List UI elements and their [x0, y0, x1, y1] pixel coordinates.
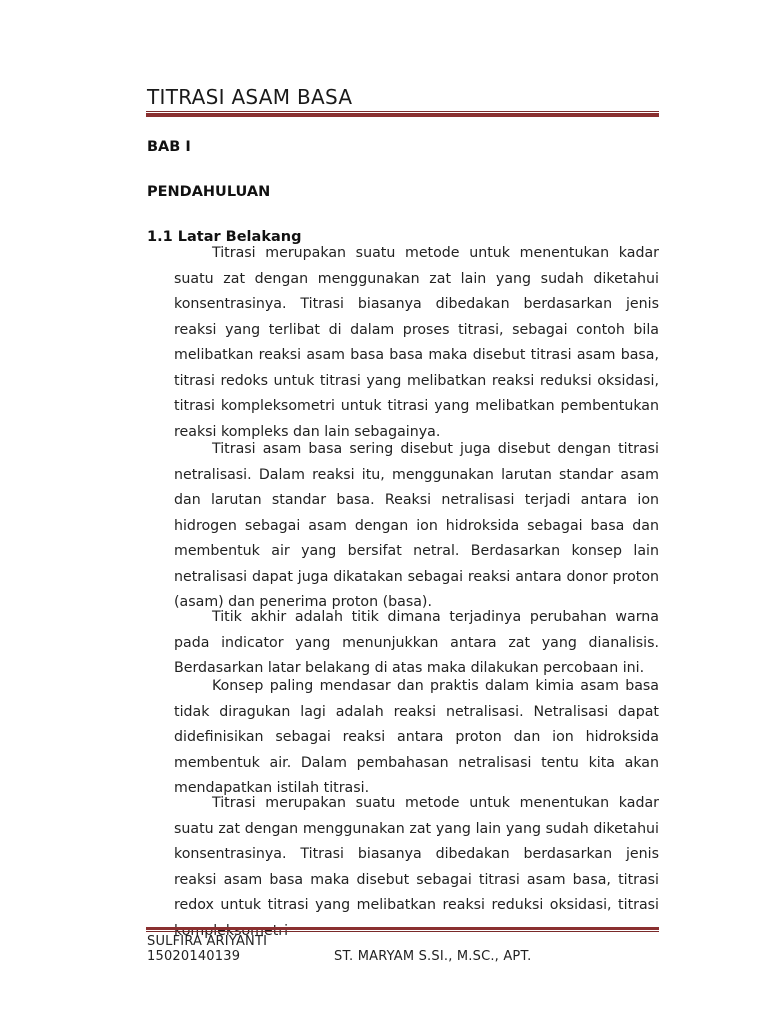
section-title: 1.1 Latar Belakang	[147, 229, 302, 245]
footer-divider-thin-line	[146, 931, 659, 932]
footer-student-id: 15020140139	[147, 949, 241, 964]
footer-divider	[146, 927, 659, 933]
title-divider	[146, 111, 659, 117]
footer-divider-thick-line	[146, 927, 659, 930]
title-divider-thick-line	[146, 113, 659, 117]
paragraph-4: Konsep paling mendasar dan praktis dalam kimia asam basa tidak diragukan lagi adalah reaksi netralisasi. Netralisasi dapat didefinisikan sebagai reaksi antara proton dan ion hidroksida membentuk air. Dalam pembahasan netralisasi tentu kita akan mendapatkan istilah titrasi.	[174, 678, 659, 796]
paragraph-2: Titrasi asam basa sering disebut juga disebut dengan titrasi netralisasi. Dalam reaksi itu, menggunakan larutan standar asam dan larutan standar basa. Reaksi netralisasi terjadi antara ion hidrogen sebagai asam dengan ion hidroksida sebagai basa dan membentuk air yang bersifat netral. Berdasarkan konsep lain netralisasi dapat juga dikatakan sebagai reaksi antara donor proton (asam) dan penerima proton (basa).	[174, 441, 659, 610]
chapter-label: BAB I	[147, 139, 191, 155]
chapter-title: PENDAHULUAN	[147, 184, 271, 200]
title-divider-thin-line	[146, 111, 659, 112]
paragraph-5: Titrasi merupakan suatu metode untuk menentukan kadar suatu zat dengan menggunakan zat yang lain yang sudah diketahui konsentrasinya. Titrasi biasanya dibedakan berdasarkan jenis reaksi asam basa maka disebut sebagai titrasi asam basa, titrasi redox untuk titrasi yang melibatkan reaksi reduksi oksidasi, titrasi	[174, 795, 659, 913]
footer-supervisor: ST. MARYAM S.SI., M.SC., APT.	[334, 949, 532, 964]
document-title: TITRASI ASAM BASA	[147, 85, 353, 109]
paragraph-3: Titik akhir adalah titik dimana terjadinya perubahan warna pada indicator yang menunjukkan antara zat yang dianalisis. Berdasarkan latar belakang di atas maka dilakukan percobaan ini.	[174, 609, 659, 676]
footer-author-name: SULFIRA ARIYANTI	[147, 934, 268, 949]
section-body	[174, 241, 659, 944]
paragraph-1: Titrasi merupakan suatu metode untuk menentukan kadar suatu zat dengan menggunakan zat lain yang sudah diketahui konsentrasinya. Titrasi biasanya dibedakan berdasarkan jenis reaksi yang terlibat di dalam proses titrasi, sebagai contoh bila melibatkan reaksi asam basa basa maka disebut titrasi asam basa, titrasi redoks untuk titrasi yang melibatkan reaksi reduksi oksidasi, titrasi kompleksometri untuk titrasi yang melibatkan pembentukan reaksi kompleks dan lain sebagainya.	[174, 245, 659, 440]
